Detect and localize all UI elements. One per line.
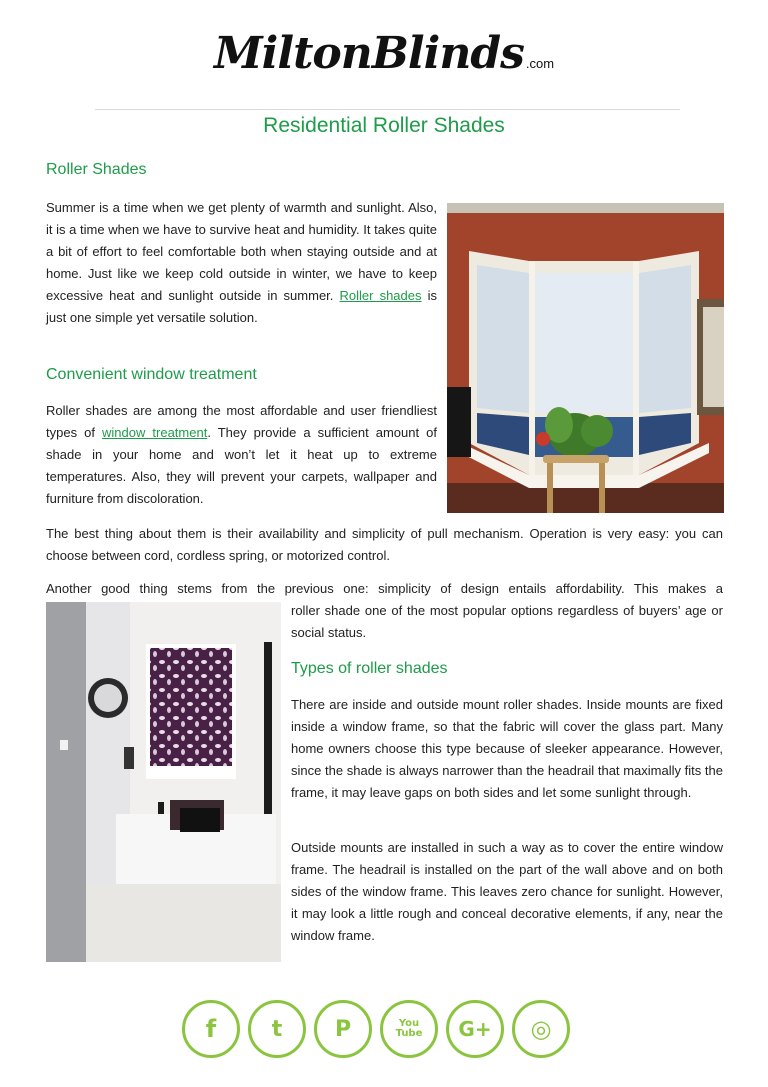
paragraph-best-thing: The best thing about them is their availability and simplicity of pull mechanism. Operation is very easy: you can choose between cord, cordless spring, or motorized control.: [46, 526, 723, 563]
facebook-icon[interactable]: [182, 1000, 240, 1058]
instagram-glyph: ◎: [530, 1015, 552, 1043]
bedroom-photo: [46, 602, 281, 962]
google-plus-glyph: G+: [458, 1017, 492, 1041]
paragraph-text: is just one simple yet versatile solution.: [46, 288, 437, 325]
twitter-glyph: t: [271, 1016, 283, 1042]
paragraph-roller-shades: [46, 197, 437, 329]
logo-wordmark: MiltonBlinds: [213, 28, 524, 79]
logo-domain: .com: [525, 56, 555, 71]
paragraph-text: . They provide a sufficient amount of shade in your home and won’t let it heat up to extreme temperatures. Also, they will prevent your carpets, wallpaper and furniture from discoloration.: [46, 425, 437, 506]
paragraph-text: Summer is a time when we get plenty of warmth and sunlight. Also, it is a time when we have to survive heat and humidity. It takes quite a bit of effort to feel comfortable both when staying outside and at home. Just like we keep cold outside in winter, we have to keep excessive heat and sunlight outside in summer.: [46, 200, 437, 303]
heading-roller-shades: Roller Shades: [46, 161, 147, 178]
google-plus-icon[interactable]: [446, 1000, 504, 1058]
youtube-glyph: You Tube: [395, 1018, 423, 1039]
link-window-treatment[interactable]: window treatment: [102, 425, 208, 440]
paragraph-another-good-thing: Another good thing stems from the previous one: simplicity of design entails affordability. This makes a: [46, 581, 723, 596]
header-divider: [95, 109, 680, 110]
bay-window-photo: [447, 203, 724, 513]
instagram-icon[interactable]: [512, 1000, 570, 1058]
twitter-icon[interactable]: [248, 1000, 306, 1058]
youtube-icon[interactable]: [380, 1000, 438, 1058]
page-title: Residential Roller Shades: [263, 114, 505, 137]
paragraph-another-good-thing-continued: roller shade one of the most popular options regardless of buyers’ age or social status.: [291, 603, 723, 640]
link-roller-shades[interactable]: Roller shades: [339, 288, 422, 303]
facebook-glyph: f: [205, 1015, 217, 1043]
logo: [0, 28, 768, 79]
paragraph-convenient: [46, 400, 437, 510]
social-links: [0, 1000, 768, 1062]
heading-types-of-roller-shades: Types of roller shades: [291, 660, 448, 677]
heading-convenient-window-treatment: Convenient window treatment: [46, 366, 257, 383]
paragraph-outside-mounts: Outside mounts are installed in such a way as to cover the entire window frame. The headrail is installed on the part of the wall above and on both sides of the window frame. This leaves zero chance for sunlight. However, it may look a little rough and conceal decorative elements, if any, near the window frame.: [291, 840, 723, 943]
paragraph-text: Roller shades are among the most affordable and user friendliest types of: [46, 403, 437, 440]
paragraph-inside-mounts: There are inside and outside mount roller shades. Inside mounts are fixed inside a window frame, so that the fabric will cover the glass part. Many home owners choose this type because of sleeker appearance. However, since the shade is always narrower than the headrail that maximally fits the frame, it may leave gaps on both sides and let some sunlight through.: [291, 697, 723, 800]
pinterest-glyph: P: [334, 1016, 352, 1042]
pinterest-icon[interactable]: [314, 1000, 372, 1058]
